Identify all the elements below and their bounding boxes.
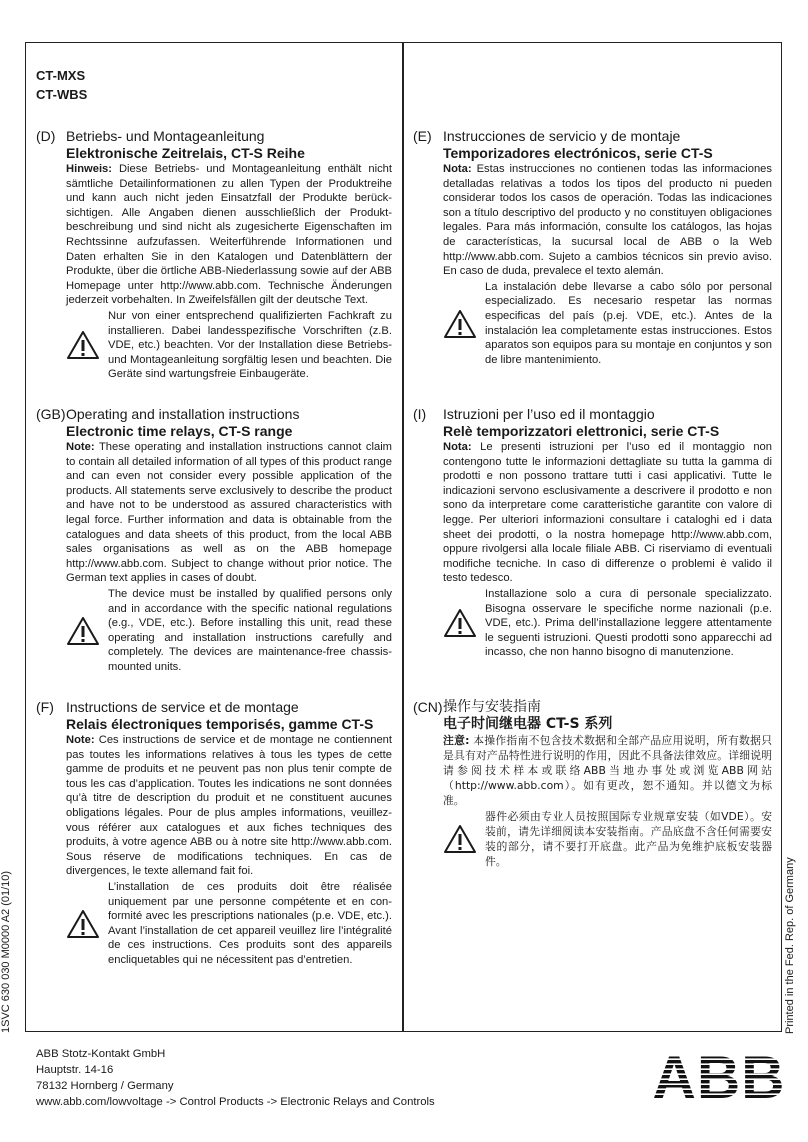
note-paragraph	[443, 733, 772, 808]
city-address: 78132 Hornberg / Germany	[36, 1080, 174, 1092]
document-number: 1SVC 630 030 M0000 A2 (01/10)	[0, 870, 12, 1033]
section-i	[413, 406, 772, 660]
abb-logo	[650, 1050, 788, 1102]
note-paragraph	[66, 733, 392, 879]
company-name: ABB Stotz-Kontakt GmbH	[36, 1048, 166, 1060]
note-text: Le presenti istruzioni per l’uso ed il montaggio non contengono tutte le informazioni dettagliate su tutta la gamma di prodotti e non possono trattare tutti i casi applicativi. Tutte le indicazioni servono esclusivamente a descrivere il prodotto e non sono da interpretare come caratteristiche garantite con valore di legge. Per ulteriori informazioni consultare i cataloghi ed i data sheet dei prodotti, o la nostra homepage http://www.abb.com, oppure rivolgersi alla locale filiale ABB. Ci riserviamo di eventuali modifiche tecniche. In caso di differenze o problemi è valido il testo tedesco.	[443, 441, 772, 585]
section-subtitle: Elektronische Zeitrelais, CT-S Reihe	[66, 145, 305, 161]
street-address: Hauptstr. 14-16	[36, 1064, 114, 1076]
warning-block	[66, 587, 392, 675]
section-title: Operating and installation instructions	[66, 406, 300, 422]
note-paragraph	[66, 440, 392, 586]
section-de	[36, 128, 392, 382]
note-text: Estas instrucciones no contienen todas las informaciones detalladas relativas a todos los tipos del producto ni pueden considerar todos los casos de operación. Todas las indicaciones son a título descriptivo del producto y no constituyen obligaciones legales. Para más información, consulte los catálogos, las hojas de características, la sucursal local de ABB o la Web http://www.abb.com. Sujeto a cambios técnicos sin previo aviso. En caso de duda, prevalece el texto alemán.	[443, 163, 772, 278]
note-paragraph	[443, 162, 772, 279]
note-text: 本操作指南不包含技术数据和全部产品应用说明，所有数据只是具有对产品特性进行说明的作用，因此不具备法律效应。详细说明请参阅技术样本或联络ABB当地办事处或浏览ABB网站（http://www.abb.com）。如有更改，恕不通知。并以德文为标准。	[443, 734, 772, 807]
section-title: 操作与安装指南	[443, 699, 541, 715]
language-code: (CN)	[413, 699, 443, 715]
section-title: Instructions de service et de montage	[66, 699, 299, 715]
section-gb	[36, 406, 392, 675]
warning-block	[443, 280, 772, 368]
warning-icon	[66, 309, 108, 382]
column-divider	[402, 42, 404, 1032]
note-label: Hinweis:	[66, 163, 113, 175]
note-text: Ces instructions de service et de montage ne contiennent pas toutes les informations relatives à tous les types de cette gamme de produits et ne peuvent pas non plus tenir compte de tous les cas d’application. Toutes les indications ne sont données qu’à titre de description du produit et ne constituent aucunes obligations légales. Pour de plus amples informations, veuillez-vous référer aux catalogues et aux fiches techniques des produits, à votre agence ABB ou à notre site http://www.abb.com. Sous réserve de modifications techniques. En cas de divergences, le texte allemand fait foi.	[66, 734, 392, 878]
section-subtitle: Temporizadores electrónicos, serie CT-S	[443, 145, 713, 161]
note-label: Note:	[66, 441, 95, 453]
logo-text: ABB	[652, 1050, 786, 1102]
warning-text: La instalación debe llevarse a cabo sólo por personal especializado. Es necesario respetar las normas especificas del país (p.ej. VDE, etc.). Antes de la instalación lea completamente estas instrucciones. Estos aparatos son equipos para su montaje en conjuntos y son de libre mantenimiento.	[485, 280, 772, 366]
warning-text: Nur von einer entsprechend qualifizierten Fachkraft zu installieren. Dabei landesspezifische Vorschriften (z.B. VDE, etc.) beachten. Vor der Installation diese Betriebs- und Montageanleitung sorgfältig lesen und beachten. Die Geräte sind wartungsfreie Einbaugeräte.	[108, 309, 392, 381]
warning-text: Installazione solo a cura di personale specializzato. Bisogna osservare le specifiche norme nazionali (p.e. VDE, etc.). Prima dell’installazione leggere attentamente le seguenti istruzioni. Questi prodotti sono apparecchi ad incasso, che non hanno bisogno di manutenzione.	[485, 587, 772, 659]
section-e	[413, 128, 772, 367]
warning-icon	[443, 280, 485, 368]
section-subtitle: Relè temporizzatori elettronici, serie CT-S	[443, 423, 720, 439]
warning-icon	[66, 587, 108, 675]
language-code: (F)	[36, 699, 54, 715]
warning-block	[443, 587, 772, 660]
warning-icon	[443, 587, 485, 660]
note-paragraph	[66, 162, 392, 308]
note-label: 注意:	[443, 734, 470, 747]
language-code: (E)	[413, 128, 432, 144]
section-subtitle: Electronic time relays, CT-S range	[66, 423, 293, 439]
note-text: These operating and installation instructions cannot claim to contain all detailed information of all types of this product range and can even not consider every possible application of the products. All statements serve exclusively to describe the product and have not to be understood as assured characteristics with legal force. Further information and data is obtainable from the catalogues and data sheets of this product, from the local ABB sales organisations as well as on the ABB homepage http://www.abb.com. Subject to change without prior notice. The German text applies in cases of doubt.	[66, 441, 392, 585]
warning-block	[66, 309, 392, 382]
printed-note: Printed in the Fed. Rep. of Germany	[784, 857, 796, 1034]
section-f	[36, 699, 392, 968]
note-paragraph	[443, 440, 772, 586]
note-label: Nota:	[443, 163, 472, 175]
model-name: CT-MXS	[36, 68, 86, 83]
model-name: CT-WBS	[36, 87, 88, 102]
note-text: Diese Betriebs- und Montageanleitung enthält nicht sämtliche Detailinformationen zu allen Typen der Produktreihe und kann auch nicht jeden Einsatzfall der Produkte berücksichtigen. Alle Angaben dienen ausschließlich der Produktbeschreibung und sind nicht als zugesicherte Eigenschaften im Rechtssinne aufzufassen. Weiterführende Informationen und Daten erhalten Sie in den Katalogen und Datenblättern der Produkte, über die örtliche ABB-Niederlassung sowie auf der ABB Homepage unter http://www.abb.com. Technische Änderungen jederzeit vorbehalten. In Zweifelsfällen gilt der deutsche Text.	[66, 163, 392, 307]
section-title: Betriebs- und Montageanleitung	[66, 128, 265, 144]
footer-address	[36, 1046, 435, 1110]
language-code: (D)	[36, 128, 56, 144]
section-subtitle: Relais électroniques temporisés, gamme CT-S	[66, 716, 374, 732]
warning-text: The device must be installed by qualified persons only and in accordance with the specific national regulations (e.g., VDE, etc.). Before installing this unit, read these operating and installation instructions carefully and completely. The devices are maintenance-free chassis-mounted units.	[108, 587, 392, 673]
warning-icon	[443, 809, 485, 869]
web-path: www.abb.com/lowvoltage -> Control Products -> Electronic Relays and Controls	[36, 1096, 435, 1108]
note-label: Note:	[66, 734, 95, 746]
section-title: Istruzioni per l’uso ed il montaggio	[443, 406, 655, 422]
model-list	[36, 66, 87, 104]
warning-text: 器件必须由专业人员按照国际专业规章安装（如VDE）。安装前，请先详细阅读本安装指南。产品底盘不含任何需要安装的部分，请不要打开底盘。此产品为免维护底板安装器件。	[485, 810, 772, 868]
section-cn	[413, 699, 772, 869]
warning-text: L’installation de ces produits doit être réalisée uniquement par une personne compétente et en conformité avec les prescriptions nationales (p.e. VDE, etc.). Avant l’installation de cet appareil veuillez lire l’intégralité de ces instructions. Ces produits sont des appareils encliquetables qui ne nécessitent pas d’entretien.	[108, 880, 392, 966]
language-code: (I)	[413, 406, 427, 422]
note-label: Nota:	[443, 441, 472, 453]
section-subtitle: 电子时间继电器 CT-S 系列	[443, 716, 613, 732]
warning-icon	[66, 880, 108, 968]
warning-block	[66, 880, 392, 968]
section-title: Instrucciones de servicio y de montaje	[443, 128, 681, 144]
warning-block	[443, 809, 772, 869]
language-code: (GB)	[36, 406, 66, 422]
